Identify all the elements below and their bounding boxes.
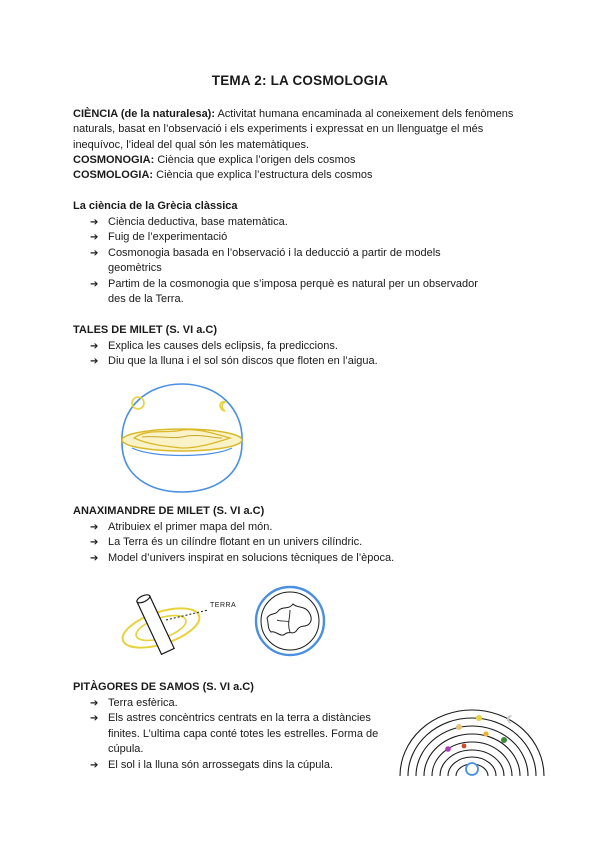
list-item: ➔ Fuig de l’experimentació bbox=[90, 230, 490, 245]
section-heading-anaximandre: ANAXIMANDRE DE MILET (S. VI a.C) bbox=[73, 505, 265, 517]
section-heading-grecia: La ciència de la Grècia clàssica bbox=[73, 200, 238, 212]
list-item: ➔ Els astres concèntrics centrats en la terra a distàncies finites. L’ultima capa conté totes les estrelles. Forma de cúpula. bbox=[90, 712, 379, 756]
list-item: ➔ Explica les causes dels eclipsis, fa prediccions. bbox=[90, 339, 510, 354]
list-item: ➔ Terra esfèrica. bbox=[90, 696, 380, 711]
list-pitagores bbox=[90, 696, 380, 773]
list-anaximandre bbox=[90, 520, 510, 566]
list-tales bbox=[90, 339, 510, 370]
list-item: ➔ Partim de la cosmonogia que s’imposa perquè es natural per un observador des de la Terra. bbox=[90, 277, 478, 306]
definition-text: Activitat humana encaminada al coneixement dels fenòmens naturals, basat en l’observació i els experiments i expressat en un llenguatge el més inequívoc, l’ideal del qual són les matemàtiques. bbox=[73, 108, 514, 151]
arrow-right-icon: ➔ bbox=[90, 713, 99, 725]
definition-cosmologia bbox=[73, 168, 533, 183]
arrow-right-icon: ➔ bbox=[90, 232, 99, 244]
definition-cosmonogia bbox=[73, 153, 533, 168]
section-heading-pitagores: PITÀGORES DE SAMOS (S. VI a.C) bbox=[73, 681, 254, 693]
definition-term: CIÈNCIA (de la naturalesa): bbox=[73, 108, 216, 120]
sketch-label-terra: TERRA bbox=[210, 602, 237, 609]
arrow-right-icon: ➔ bbox=[90, 522, 99, 533]
pitagores-dome-sketch bbox=[398, 706, 546, 778]
arrow-right-icon: ➔ bbox=[90, 537, 99, 549]
list-item: ➔ La Terra és un cilíndre flotant en un univers cilíndric. bbox=[90, 535, 510, 550]
world-map-sketch bbox=[253, 584, 327, 658]
list-grecia bbox=[90, 215, 490, 307]
list-item: ➔ Atribuiex el primer mapa del món. bbox=[90, 520, 510, 535]
section-heading-tales: TALES DE MILET (S. VI a.C) bbox=[73, 324, 218, 336]
arrow-right-icon: ➔ bbox=[90, 759, 99, 771]
list-item: ➔ Model d’univers inspirat en solucions tècniques de l’època. bbox=[90, 551, 510, 566]
arrow-right-icon: ➔ bbox=[90, 217, 99, 228]
arrow-right-icon: ➔ bbox=[90, 698, 99, 709]
list-item: ➔ El sol i la lluna són arrossegats dins la cúpula. bbox=[90, 758, 380, 773]
definition-text: Ciència que explica l’origen dels cosmos bbox=[154, 154, 356, 166]
arrow-right-icon: ➔ bbox=[90, 278, 99, 290]
list-item: ➔ Diu que la lluna i el sol són discos que floten en l’aigua. bbox=[90, 354, 510, 369]
definition-text: Ciència que explica l’estructura dels cosmos bbox=[153, 169, 373, 181]
arrow-right-icon: ➔ bbox=[90, 341, 99, 352]
list-item: ➔ Ciència deductiva, base matemàtica. bbox=[90, 215, 490, 230]
definition-ciencia bbox=[73, 107, 533, 153]
arrow-right-icon: ➔ bbox=[90, 552, 99, 564]
page-title: TEMA 2: LA COSMOLOGIA bbox=[211, 73, 389, 88]
definition-term: COSMONOGIA: bbox=[73, 154, 155, 166]
arrow-right-icon: ➔ bbox=[90, 247, 99, 259]
list-item: ➔ Cosmonogia basada en l’observació i la deducció a partir de models geomètrics bbox=[90, 246, 441, 275]
definition-term: COSMOLOGIA: bbox=[73, 169, 154, 181]
tales-cosmos-sketch bbox=[112, 378, 252, 496]
arrow-right-icon: ➔ bbox=[90, 356, 99, 368]
